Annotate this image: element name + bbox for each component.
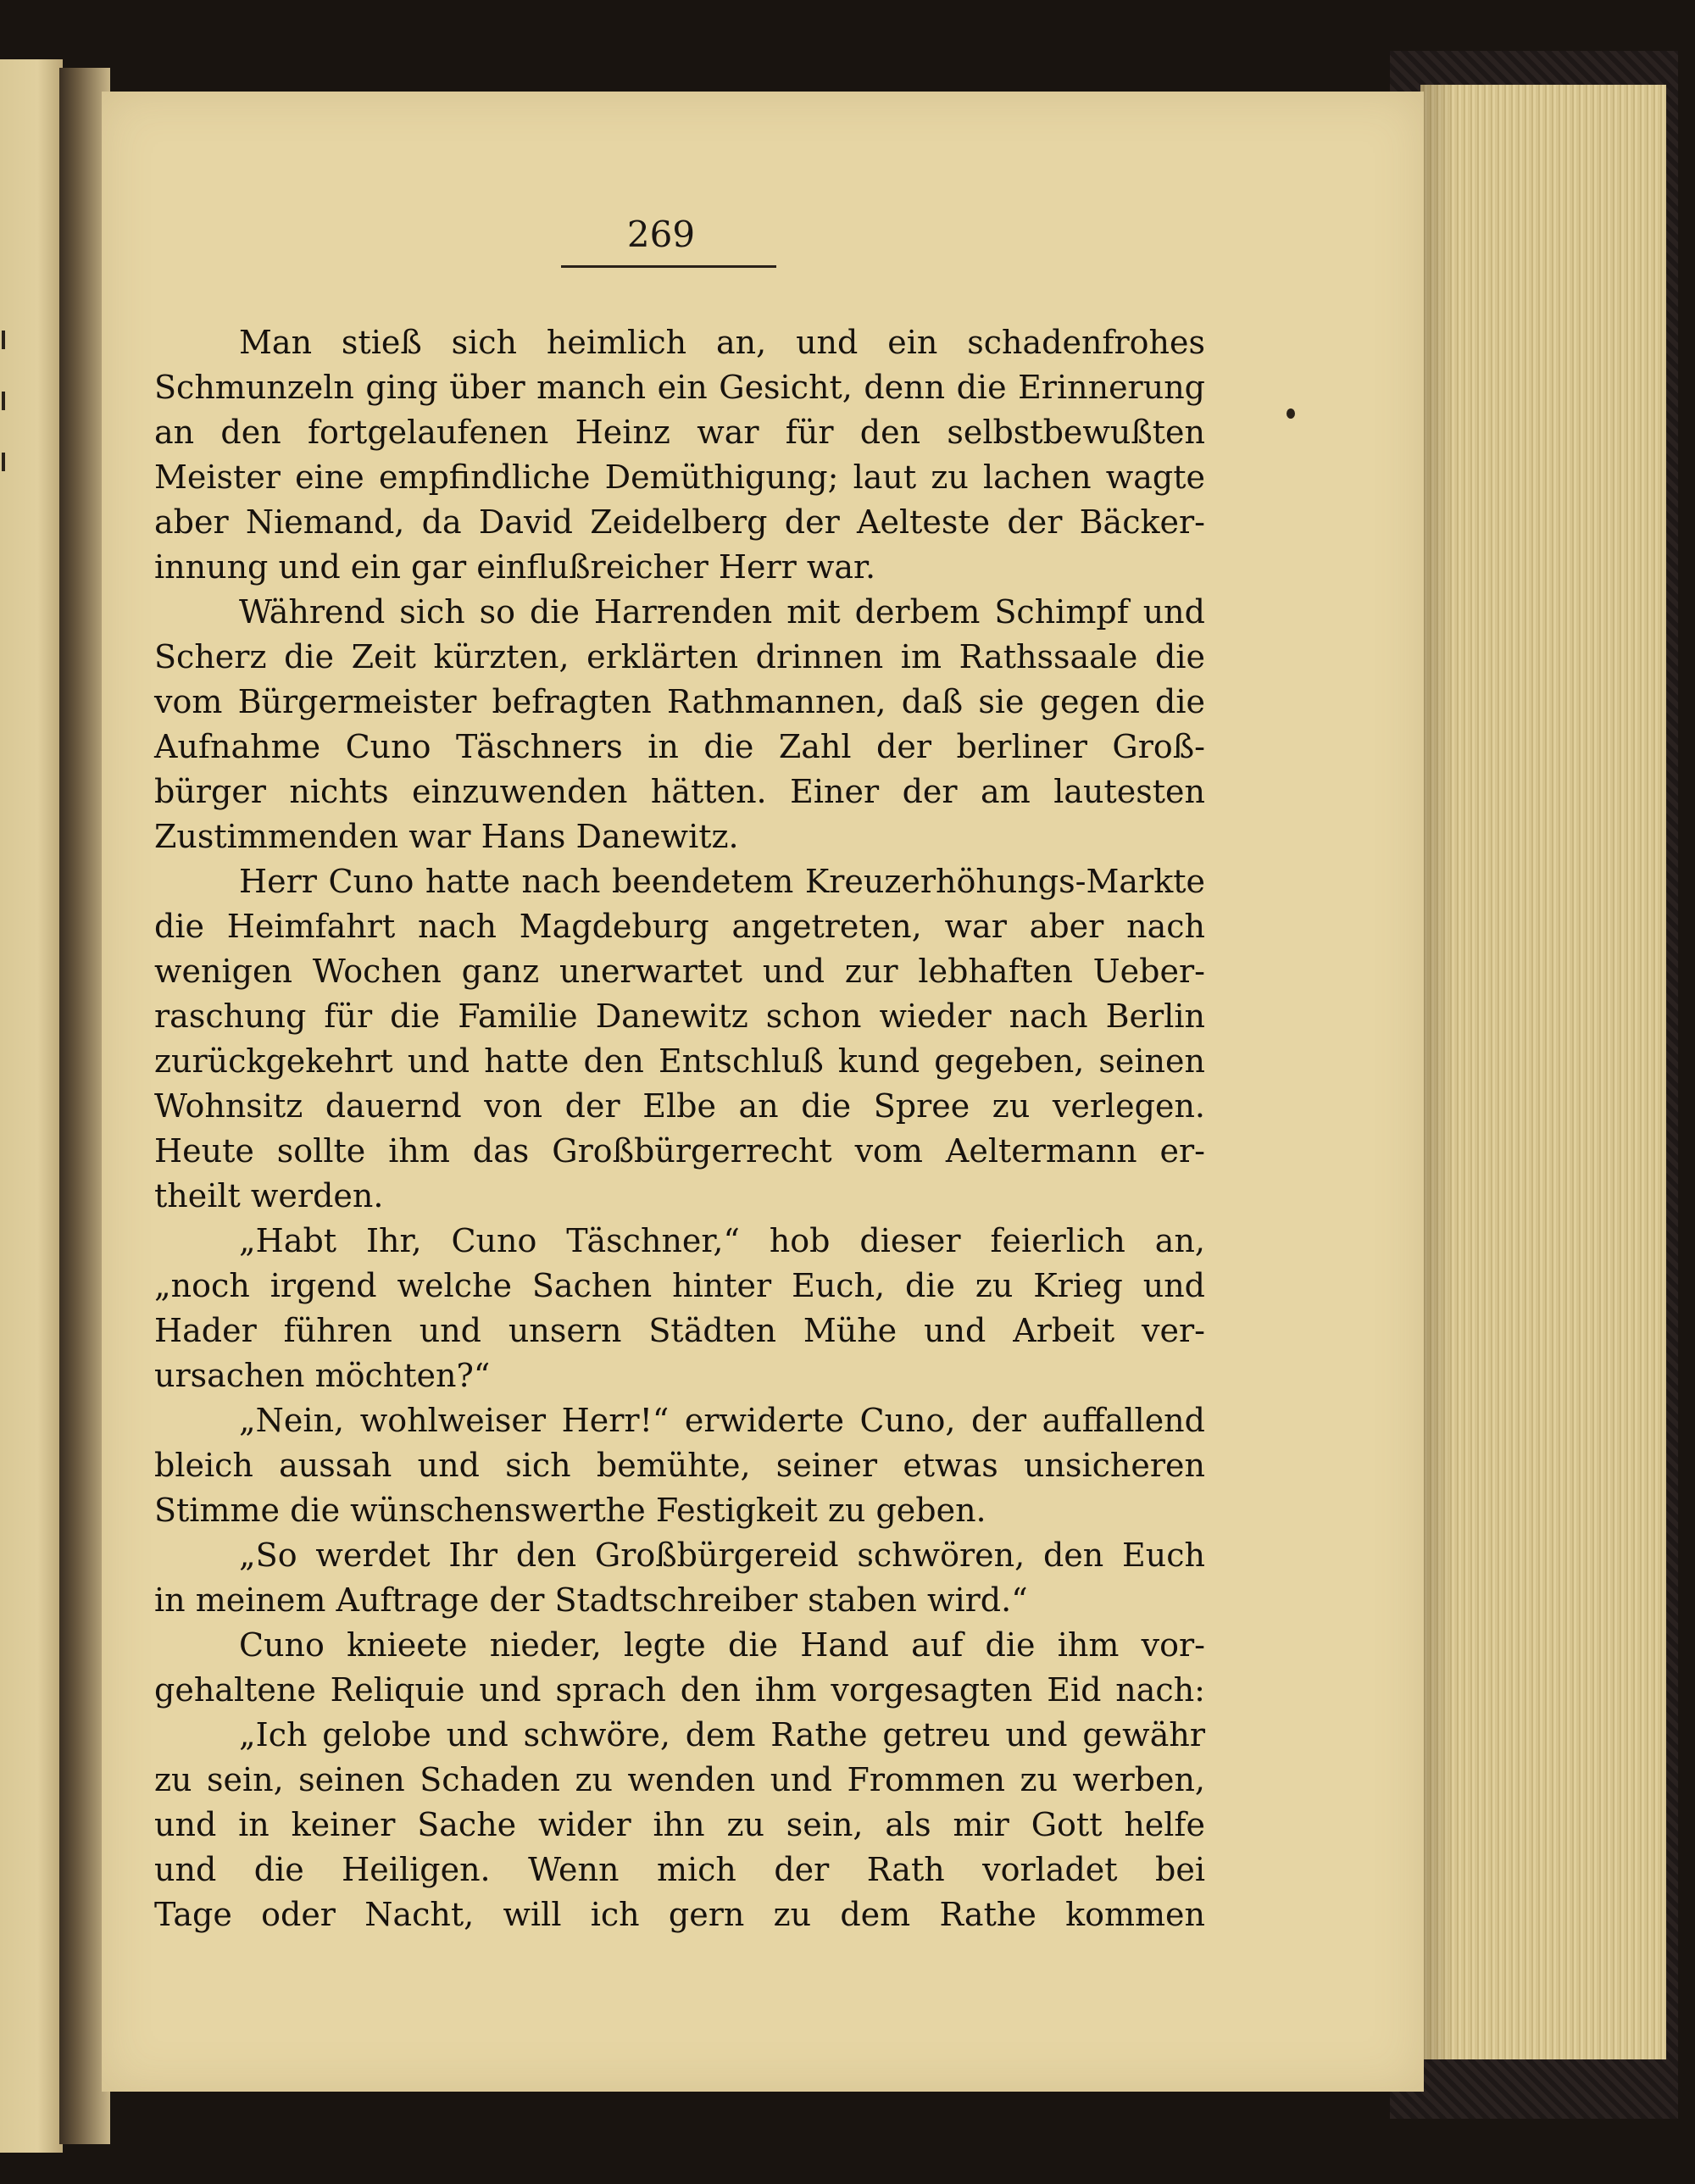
text-line: zu sein, seinen Schaden zu wenden und Frommen zu werben, — [154, 1761, 1205, 1798]
header-rule — [561, 265, 776, 268]
text-line: Herr Cuno hatte nach beendetem Kreuzerhöhungs-Markte — [239, 863, 1205, 900]
text-line: Hader führen und unsern Städten Mühe und Arbeit ver- — [154, 1312, 1205, 1349]
text-line: zurückgekehrt und hatte den Entschluß kund gegeben, seinen — [154, 1042, 1205, 1080]
text-line: Während sich so die Harrenden mit derbem Schimpf und — [239, 593, 1205, 631]
text-line: Scherz die Zeit kürzten, erklärten drinnen im Rathssaale die — [154, 638, 1205, 675]
page-edges-shadow — [1420, 85, 1454, 2059]
text-line: gehaltene Reliquie und sprach den ihm vorgesagten Eid nach: — [154, 1671, 1205, 1709]
text-line: und in keiner Sache wider ihn zu sein, als mir Gott helfe — [154, 1806, 1205, 1843]
text-line: innung und ein gar einflußreicher Herr war. — [154, 548, 876, 586]
text-line: Cuno knieete nieder, legte die Hand auf die ihm vor- — [239, 1626, 1205, 1664]
page-number: 269 — [626, 214, 696, 255]
text-line: aber Niemand, da David Zeidelberg der Aelteste der Bäcker- — [154, 503, 1205, 541]
text-line: Heute sollte ihm das Großbürgerrecht vom Aeltermann er- — [154, 1132, 1205, 1170]
text-line: „noch irgend welche Sachen hinter Euch, die zu Krieg und — [154, 1267, 1205, 1304]
text-line: bleich aussah und sich bemühte, seiner etwas unsicheren — [154, 1447, 1205, 1484]
text-line: Wohnsitz dauernd von der Elbe an die Spree zu verlegen. — [154, 1087, 1205, 1125]
text-line: Meister eine empfindliche Demüthigung; laut zu lachen wagte — [154, 458, 1205, 496]
previous-page-marks — [0, 331, 10, 534]
text-line: raschung für die Familie Danewitz schon wieder nach Berlin — [154, 998, 1205, 1035]
text-line: Man stieß sich heimlich an, und ein schadenfrohes — [239, 324, 1205, 361]
text-line: bürger nichts einzuwenden hätten. Einer der am lautesten — [154, 773, 1205, 810]
text-line: die Heimfahrt nach Magdeburg angetreten, war aber nach — [154, 908, 1205, 945]
text-line: und die Heiligen. Wenn mich der Rath vorladet bei — [154, 1851, 1205, 1888]
text-line: Tage oder Nacht, will ich gern zu dem Rathe kommen — [154, 1896, 1205, 1933]
text-line: Aufnahme Cuno Täschners in die Zahl der berliner Groß- — [154, 728, 1205, 765]
text-line: in meinem Auftrage der Stadtschreiber staben wird.“ — [154, 1581, 1028, 1619]
ink-speck — [1287, 408, 1295, 419]
page-edges-stack — [1420, 85, 1666, 2059]
text-line: „Ich gelobe und schwöre, dem Rathe getreu und gewähr — [239, 1716, 1205, 1753]
text-line: an den fortgelaufenen Heinz war für den selbstbewußten — [154, 414, 1205, 451]
text-line: Zustimmenden war Hans Danewitz. — [154, 818, 739, 855]
text-line: wenigen Wochen ganz unerwartet und zur lebhaften Ueber- — [154, 953, 1205, 990]
text-line: „So werdet Ihr den Großbürgereid schwören, den Euch — [239, 1537, 1205, 1574]
text-line: vom Bürgermeister befragten Rathmannen, daß sie gegen die — [154, 683, 1205, 720]
text-line: ursachen möchten?“ — [154, 1357, 491, 1394]
text-line: Stimme die wünschenswerthe Festigkeit zu geben. — [154, 1492, 986, 1529]
text-line: „Nein, wohlweiser Herr!“ erwiderte Cuno, der auffallend — [239, 1402, 1205, 1439]
text-line: theilt werden. — [154, 1177, 384, 1214]
body-text — [154, 320, 1205, 1937]
text-line: „Habt Ihr, Cuno Täschner,“ hob dieser feierlich an, — [239, 1222, 1205, 1259]
text-line: Schmunzeln ging über manch ein Gesicht, denn die Erinnerung — [154, 369, 1205, 406]
